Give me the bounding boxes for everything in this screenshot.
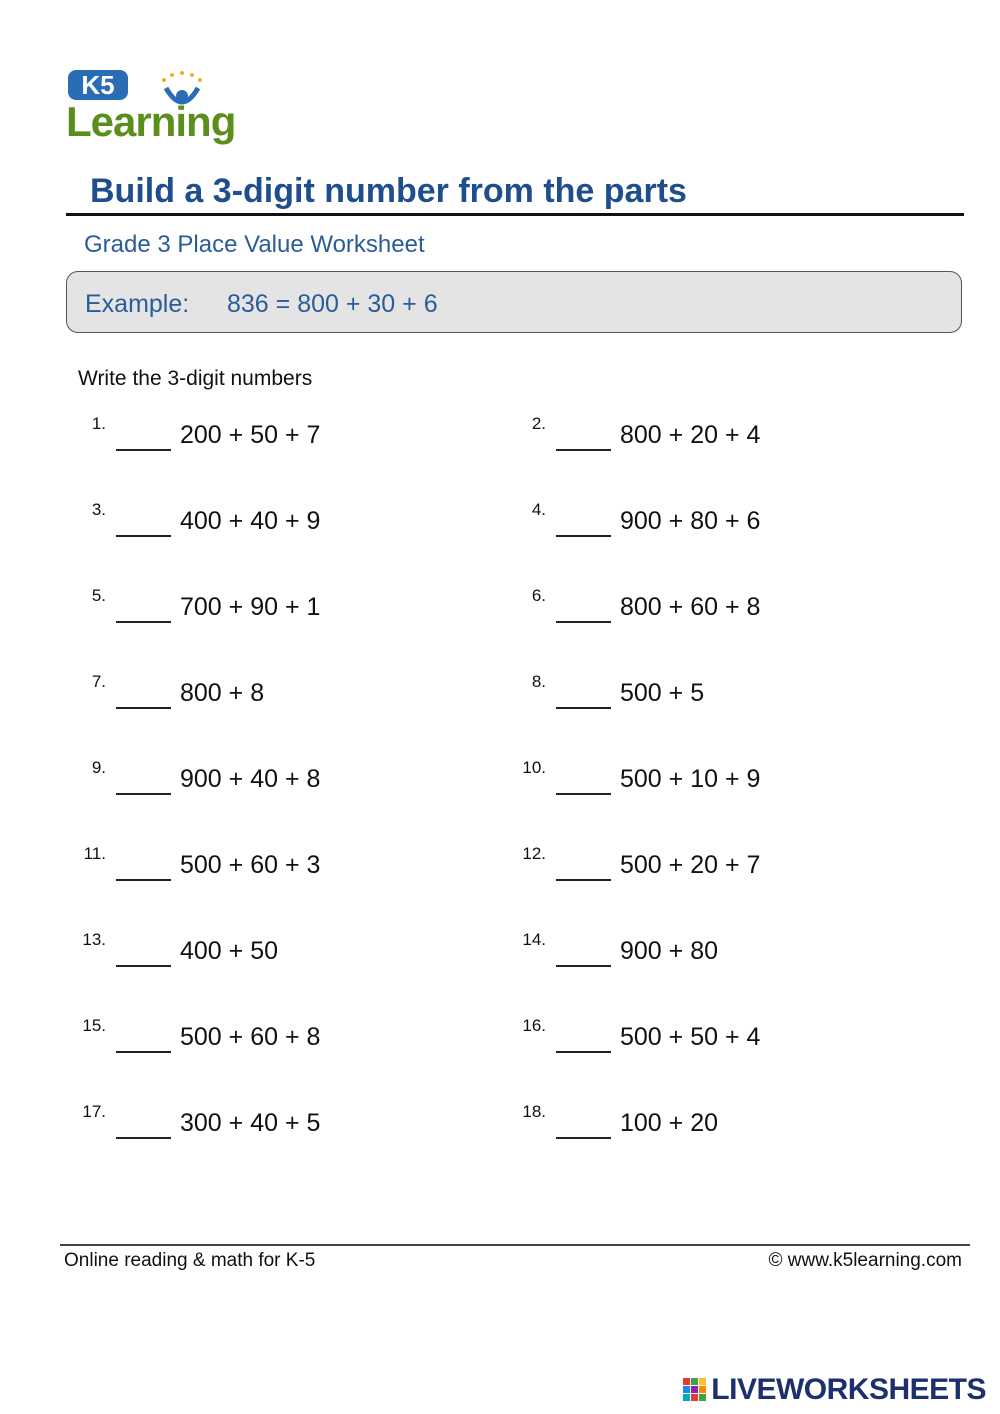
problem-item [520,1102,940,1145]
problem-expression: 800 + 20 + 4 [620,421,761,449]
answer-blank[interactable] [556,965,611,967]
problem-item [80,1016,500,1059]
answer-blank[interactable] [116,621,171,623]
answer-blank[interactable] [116,707,171,709]
problem-number: 7. [91,672,106,691]
problem-number: 17. [82,1102,106,1121]
problem-item [520,414,940,457]
answer-blank[interactable] [116,793,171,795]
answer-blank[interactable] [116,535,171,537]
problem-item [80,500,500,543]
problem-item [80,1102,500,1145]
problem-item [80,586,500,629]
example-label: Example: [85,290,190,318]
problem-number: 11. [83,844,106,863]
problem-expression: 500 + 20 + 7 [620,851,761,879]
footer-website: © www.k5learning.com [768,1250,962,1271]
problem-expression: 100 + 20 [620,1109,719,1137]
problem-number: 10. [522,758,546,777]
problem-expression: 400 + 50 [180,937,279,965]
problem-number: 15. [82,1016,106,1035]
problem-number: 16. [522,1016,546,1035]
problem-expression: 500 + 60 + 3 [180,851,321,879]
footer-tagline: Online reading & math for K-5 [64,1250,316,1271]
problem-number: 3. [91,500,106,519]
problem-number: 6. [531,586,546,605]
answer-blank[interactable] [116,449,171,451]
page-title: Build a 3-digit number from the parts [90,172,687,210]
page-subtitle: Grade 3 Place Value Worksheet [84,231,425,258]
liveworksheets-text: LIVEWORKSHEETS [711,1373,986,1406]
problem-item [520,672,940,715]
problem-number: 2. [531,414,546,433]
answer-blank[interactable] [556,793,611,795]
problem-item [80,844,500,887]
problem-expression: 500 + 50 + 4 [620,1023,761,1051]
problem-number: 12. [522,844,546,863]
example-equation: 836 = 800 + 30 + 6 [227,290,438,318]
problem-item [520,930,940,973]
problem-item [80,930,500,973]
answer-blank[interactable] [556,535,611,537]
problem-item [520,1016,940,1059]
logo-wordmark: Learning [66,98,236,145]
answer-blank[interactable] [556,707,611,709]
problem-number: 8. [531,672,546,691]
problem-expression: 700 + 90 + 1 [180,593,321,621]
problem-number: 1. [91,414,106,433]
logo-badge-text: K5 [81,70,115,100]
problem-number: 4. [531,500,546,519]
liveworksheets-icon [682,1377,708,1403]
problem-item [520,844,940,887]
answer-blank[interactable] [556,879,611,881]
problem-item [520,758,940,801]
problem-expression: 800 + 60 + 8 [620,593,761,621]
problem-item [520,500,940,543]
problem-number: 18. [522,1102,546,1121]
problem-expression: 200 + 50 + 7 [180,421,321,449]
problem-expression: 900 + 40 + 8 [180,765,321,793]
liveworksheets-watermark [682,1372,986,1408]
answer-blank[interactable] [116,965,171,967]
answer-blank[interactable] [116,1051,171,1053]
answer-blank[interactable] [556,449,611,451]
answer-blank[interactable] [116,879,171,881]
answer-blank[interactable] [556,1137,611,1139]
footer-divider [60,1244,970,1246]
answer-blank[interactable] [556,621,611,623]
answer-blank[interactable] [116,1137,171,1139]
problem-expression: 500 + 60 + 8 [180,1023,321,1051]
problem-number: 9. [91,758,106,777]
problem-expression: 500 + 10 + 9 [620,765,761,793]
problem-expression: 400 + 40 + 9 [180,507,321,535]
problem-item [80,414,500,457]
problem-item [80,672,500,715]
problem-item [80,758,500,801]
problem-item [520,586,940,629]
problem-expression: 900 + 80 [620,937,719,965]
problem-number: 14. [522,930,546,949]
problem-number: 5. [91,586,106,605]
instructions: Write the 3-digit numbers [78,367,313,390]
problem-expression: 500 + 5 [620,679,705,707]
problem-number: 13. [82,930,106,949]
problem-expression: 300 + 40 + 5 [180,1109,321,1137]
problem-expression: 900 + 80 + 6 [620,507,761,535]
problem-expression: 800 + 8 [180,679,265,707]
answer-blank[interactable] [556,1051,611,1053]
